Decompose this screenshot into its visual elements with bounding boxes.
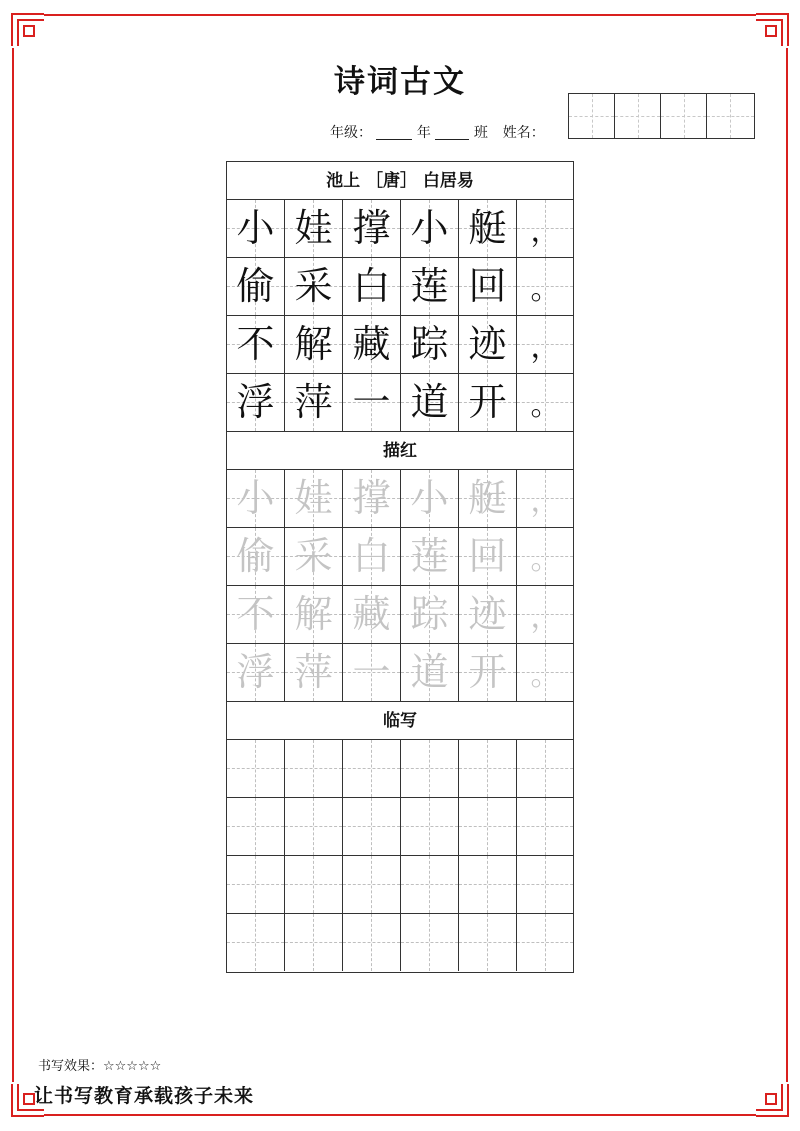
punctuation-char: ， <box>530 330 561 365</box>
grid-row <box>227 528 573 586</box>
poem-char: 道 <box>410 650 449 694</box>
grid-row <box>227 258 573 316</box>
guide-line-vertical <box>487 740 488 797</box>
grid-cell <box>459 316 517 373</box>
guide-line-vertical <box>487 856 488 913</box>
poem-char: 偷 <box>236 264 275 308</box>
guide-line-vertical <box>429 740 430 797</box>
grid-row <box>227 740 573 798</box>
grid-cell[interactable] <box>459 470 517 527</box>
grid-cell[interactable] <box>285 528 343 585</box>
poem-char: 撑 <box>352 206 391 250</box>
poem-char: 开 <box>468 380 507 424</box>
grid-cell[interactable] <box>285 856 343 913</box>
grid-cell[interactable] <box>459 856 517 913</box>
grid-cell <box>285 374 343 431</box>
poem-char: 踪 <box>410 322 449 366</box>
grid-cell <box>343 316 401 373</box>
grid-row <box>227 316 573 374</box>
poem-char: 小 <box>236 206 275 250</box>
grid-cell[interactable] <box>285 914 343 971</box>
poem-char: 娃 <box>294 206 333 250</box>
grid-cell[interactable] <box>227 470 285 527</box>
grid-cell[interactable] <box>227 528 285 585</box>
grid-cell <box>401 200 459 257</box>
grid-cell <box>227 200 285 257</box>
guide-line-vertical <box>371 798 372 855</box>
grid-cell <box>517 374 573 431</box>
grid-cell[interactable] <box>285 470 343 527</box>
poem-char: 采 <box>294 534 333 578</box>
grid-cell[interactable] <box>401 644 459 701</box>
grid-cell[interactable] <box>343 914 401 971</box>
grid-cell[interactable] <box>343 740 401 797</box>
grid-cell <box>285 316 343 373</box>
poem-char: 娃 <box>294 476 333 520</box>
poem-char: 小 <box>236 476 275 520</box>
grid-cell[interactable] <box>459 914 517 971</box>
grid-cell[interactable] <box>401 528 459 585</box>
grid-cell[interactable] <box>227 586 285 643</box>
grid-cell <box>227 316 285 373</box>
guide-line-vertical <box>429 914 430 971</box>
trace-header: 描红 <box>227 432 573 470</box>
grid-cell[interactable] <box>517 798 573 855</box>
grid-row <box>227 644 573 702</box>
grid-cell <box>459 258 517 315</box>
poem-char: 一 <box>352 650 391 694</box>
poem-char: 藏 <box>352 322 391 366</box>
poem-char: 白 <box>352 534 391 578</box>
guide-line-vertical <box>371 740 372 797</box>
student-info-line <box>330 122 545 142</box>
grid-cell <box>401 258 459 315</box>
grid-cell[interactable] <box>401 470 459 527</box>
grid-cell[interactable] <box>285 740 343 797</box>
poem-char: 采 <box>294 264 333 308</box>
grid-row <box>227 914 573 972</box>
year-label: 年 <box>416 125 431 141</box>
grid-cell <box>517 200 573 257</box>
guide-line-vertical <box>545 856 546 913</box>
copy-header: 临写 <box>227 702 573 740</box>
grid-cell[interactable] <box>285 586 343 643</box>
punctuation-char: 。 <box>530 272 561 307</box>
grid-cell[interactable] <box>459 798 517 855</box>
poem-char: 道 <box>410 380 449 424</box>
frame-right <box>786 48 788 1082</box>
grid-cell <box>459 374 517 431</box>
grid-cell[interactable] <box>517 586 573 643</box>
guide-line-vertical <box>371 914 372 971</box>
guide-line-vertical <box>545 914 546 971</box>
grid-cell <box>517 258 573 315</box>
footer-slogan: 让书写教育承载孩子未来 <box>34 1085 255 1107</box>
name-cell[interactable] <box>569 94 615 138</box>
grid-row <box>227 798 573 856</box>
grid-cell[interactable] <box>285 798 343 855</box>
grid-cell[interactable] <box>401 740 459 797</box>
guide-line-vertical <box>313 798 314 855</box>
grid-cell[interactable] <box>227 798 285 855</box>
class-label: 班 <box>473 125 488 141</box>
page-title: 诗词古文 <box>334 64 466 100</box>
class-blank[interactable] <box>435 125 469 140</box>
poem-char: 小 <box>410 206 449 250</box>
name-cell[interactable] <box>707 94 754 138</box>
guide-line-vertical <box>371 856 372 913</box>
grid-cell[interactable] <box>517 644 573 701</box>
grid-cell[interactable] <box>459 586 517 643</box>
punctuation-char: 。 <box>530 388 561 423</box>
grid-cell <box>401 374 459 431</box>
corner-ornament-top-left <box>10 12 44 46</box>
guide-line-vertical <box>255 798 256 855</box>
poem-char: 艇 <box>468 476 507 520</box>
grid-cell[interactable] <box>343 586 401 643</box>
punctuation-char: 。 <box>530 658 561 693</box>
grid-cell[interactable] <box>401 914 459 971</box>
grid-cell[interactable] <box>227 856 285 913</box>
grid-cell[interactable] <box>517 914 573 971</box>
grid-cell[interactable] <box>343 644 401 701</box>
grid-cell[interactable] <box>343 798 401 855</box>
frame-left <box>12 48 14 1082</box>
guide-line-vertical <box>255 740 256 797</box>
grid-cell[interactable] <box>401 586 459 643</box>
guide-line-vertical <box>487 914 488 971</box>
frame-top <box>44 14 756 16</box>
name-grid[interactable] <box>568 93 755 139</box>
grade-blank[interactable] <box>376 125 412 140</box>
grid-row <box>227 200 573 258</box>
grade-label: 年级： <box>330 125 372 141</box>
poem-char: 解 <box>294 322 333 366</box>
grid-cell[interactable] <box>517 528 573 585</box>
frame-bottom <box>44 1114 756 1116</box>
grid-row <box>227 586 573 644</box>
corner-ornament-top-right <box>756 12 790 46</box>
guide-line-vertical <box>545 740 546 797</box>
poem-char: 踪 <box>410 592 449 636</box>
poem-char: 回 <box>468 534 507 578</box>
grid-cell[interactable] <box>459 644 517 701</box>
name-label: 姓名： <box>502 125 545 141</box>
poem-char: 回 <box>468 264 507 308</box>
guide-line-vertical <box>487 798 488 855</box>
punctuation-char: ， <box>530 484 561 519</box>
poem-char: 艇 <box>468 206 507 250</box>
grid-row <box>227 856 573 914</box>
corner-ornament-bottom-right <box>756 1084 790 1118</box>
grid-cell[interactable] <box>285 644 343 701</box>
guide-line-vertical <box>429 856 430 913</box>
practice-sheet <box>226 161 574 973</box>
writing-rating: 书写效果：☆☆☆☆☆ <box>38 1059 162 1074</box>
grid-cell[interactable] <box>227 644 285 701</box>
grid-cell[interactable] <box>517 856 573 913</box>
grid-cell <box>401 316 459 373</box>
poem-char: 偷 <box>236 534 275 578</box>
guide-line-vertical <box>545 798 546 855</box>
grid-cell <box>285 258 343 315</box>
grid-cell[interactable] <box>343 470 401 527</box>
poem-char: 藏 <box>352 592 391 636</box>
poem-char: 浮 <box>236 650 275 694</box>
grid-cell <box>343 258 401 315</box>
grid-cell <box>459 200 517 257</box>
punctuation-char: ， <box>530 600 561 635</box>
guide-line-vertical <box>313 914 314 971</box>
poem-char: 白 <box>352 264 391 308</box>
grid-cell <box>227 374 285 431</box>
grid-cell[interactable] <box>459 740 517 797</box>
poem-char: 不 <box>236 322 275 366</box>
grid-row <box>227 374 573 432</box>
poem-char: 解 <box>294 592 333 636</box>
grid-cell <box>227 258 285 315</box>
name-cell[interactable] <box>661 94 707 138</box>
grid-cell[interactable] <box>517 470 573 527</box>
guide-line-vertical <box>255 914 256 971</box>
poem-char: 撑 <box>352 476 391 520</box>
poem-char: 迹 <box>468 322 507 366</box>
poem-char: 莲 <box>410 534 449 578</box>
grid-cell[interactable] <box>343 528 401 585</box>
grid-cell <box>285 200 343 257</box>
poem-char: 开 <box>468 650 507 694</box>
grid-cell <box>343 374 401 431</box>
poem-char: 不 <box>236 592 275 636</box>
punctuation-char: ， <box>530 214 561 249</box>
punctuation-char: 。 <box>530 542 561 577</box>
poem-char: 浮 <box>236 380 275 424</box>
poem-header: 池上 ［唐］ 白居易 <box>227 162 573 200</box>
name-cell[interactable] <box>615 94 661 138</box>
guide-line-vertical <box>429 798 430 855</box>
grid-cell[interactable] <box>401 798 459 855</box>
poem-char: 莲 <box>410 264 449 308</box>
poem-char: 萍 <box>294 380 333 424</box>
grid-cell[interactable] <box>343 856 401 913</box>
poem-char: 小 <box>410 476 449 520</box>
grid-row <box>227 470 573 528</box>
grid-cell[interactable] <box>227 740 285 797</box>
guide-line-vertical <box>313 740 314 797</box>
grid-cell[interactable] <box>459 528 517 585</box>
grid-cell <box>517 316 573 373</box>
grid-cell[interactable] <box>517 740 573 797</box>
guide-line-vertical <box>313 856 314 913</box>
poem-char: 萍 <box>294 650 333 694</box>
grid-cell[interactable] <box>401 856 459 913</box>
guide-line-vertical <box>255 856 256 913</box>
grid-cell[interactable] <box>227 914 285 971</box>
grid-cell <box>343 200 401 257</box>
poem-char: 迹 <box>468 592 507 636</box>
poem-char: 一 <box>352 380 391 424</box>
